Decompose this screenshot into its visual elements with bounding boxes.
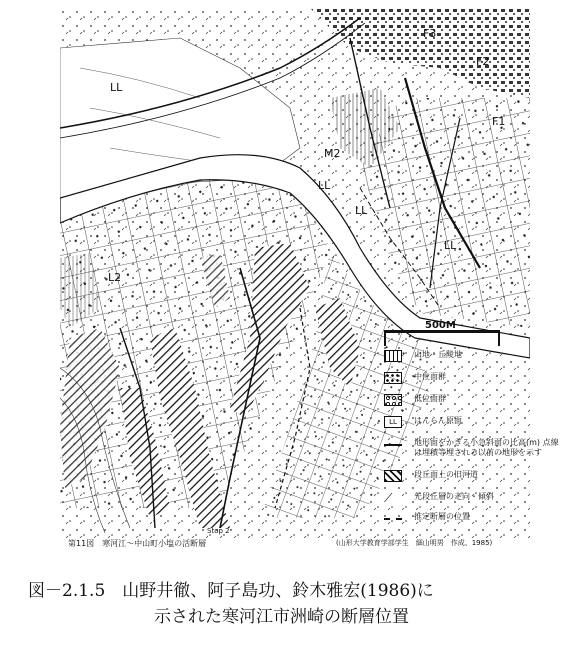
scale-label: 500M xyxy=(425,320,456,331)
label-l2: L2 xyxy=(108,271,122,284)
scale-bar xyxy=(384,330,500,346)
circles-swatch-icon xyxy=(384,394,402,406)
label-f1: F1 xyxy=(492,115,506,128)
label-f3: F3 xyxy=(423,27,437,40)
label-ll-right: LL xyxy=(444,239,457,252)
label-ll-mid2: LL xyxy=(355,204,368,217)
label-f2: F2 xyxy=(476,55,490,68)
map-credit: (山形大学教育学部学生 細山明男 作成、1985) xyxy=(336,539,493,547)
channel-swatch-icon xyxy=(384,470,402,482)
label-m2: M2 xyxy=(324,147,341,160)
dots-swatch-icon xyxy=(384,372,402,384)
strike-dip-icon: ⟋ xyxy=(384,492,402,504)
label-ll-top: LL xyxy=(110,81,123,94)
map-caption: 第11図 寒河江〜中山町小塩の活断層 xyxy=(68,539,207,548)
figure-caption xyxy=(28,578,568,630)
figure: F1 F2 F3 M2 LL LL LL LL L2 Stop 2 500M 山地・丘陵地 中位面群 低位面群 LL はんらん原面 地形面をかぎる小急斜面の比高(m) 点線は埋積等埋される以前の地形を示す 段丘面上の旧河道 ⟋ 先段丘層の走向・傾斜 推定断層の位置 第11図 寒河江〜中山町小塩の活断層 (山形大学教育学部学生 細山明男 作成、1985) 図－2.1.5 山野井徹、阿子島功、鈴木雅宏(1986)に 示された寒河江市洲崎の断層位置 xyxy=(0,0,585,649)
hill-swatch-icon xyxy=(384,350,402,362)
topographic-map xyxy=(60,8,530,538)
figure-caption-line1: 図－2.1.5 山野井徹、阿子島功、鈴木雅宏(1986)に xyxy=(28,581,434,601)
ll-swatch: LL xyxy=(384,416,402,428)
figure-caption-line2: 示された寒河江市洲崎の断層位置 xyxy=(154,607,409,627)
scarp-line-icon xyxy=(384,444,402,446)
label-ll-mid1: LL xyxy=(318,179,331,192)
fault-dashed-line-icon xyxy=(384,518,402,520)
label-stop2: Stop 2 xyxy=(207,527,230,535)
